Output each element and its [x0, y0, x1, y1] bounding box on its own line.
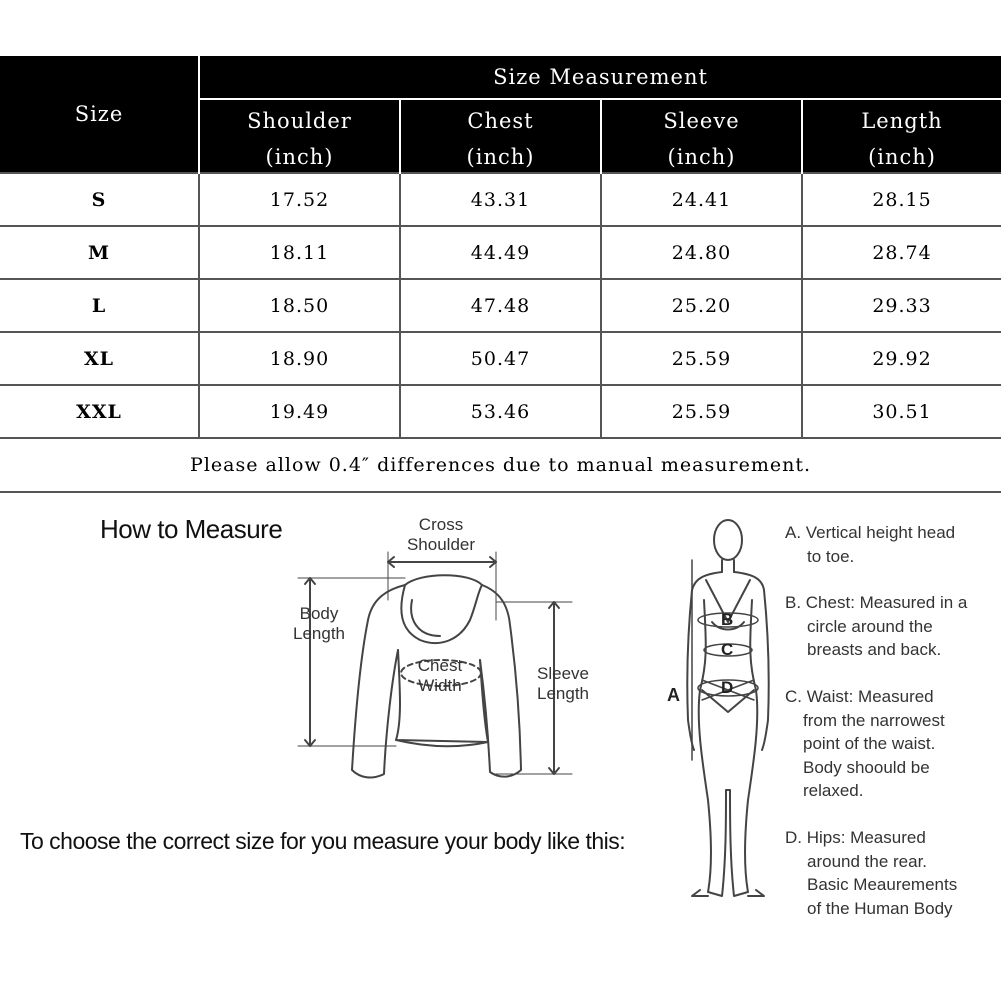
sleeve-unit: (inch) [601, 142, 802, 173]
length-cell: 29.33 [802, 279, 1001, 332]
length-cell: 30.51 [802, 385, 1001, 438]
sleeve-cell: 24.41 [601, 173, 802, 226]
chest-width-label: Chest Width [417, 656, 463, 695]
length-cell: 28.15 [802, 173, 1001, 226]
marker-d: D [721, 678, 734, 697]
sleeve-length-label: Sleeve Length [537, 664, 589, 703]
shoulder-cell: 18.90 [199, 332, 400, 385]
measurement-note: Please allow 0.4″ differences due to manual measurement. [0, 438, 1001, 492]
length-cell: 28.74 [802, 226, 1001, 279]
how-to-measure-title: How to Measure [100, 514, 283, 544]
length-unit: (inch) [802, 142, 1001, 173]
chest-cell: 47.48 [400, 279, 601, 332]
shoulder-unit: (inch) [199, 142, 400, 173]
size-cell: M [0, 226, 199, 279]
size-column-header: Size [0, 56, 199, 173]
marker-c: C [721, 640, 734, 659]
sleeve-cell: 25.59 [601, 385, 802, 438]
size-cell: S [0, 173, 199, 226]
shoulder-cell: 17.52 [199, 173, 400, 226]
sleeve-cell: 25.59 [601, 332, 802, 385]
shoulder-cell: 18.50 [199, 279, 400, 332]
legend-d: D. Hips: Measured around the rear. Basic Meaurements of the Human Body [785, 828, 958, 918]
chest-cell: 50.47 [400, 332, 601, 385]
legend-b: B. Chest: Measured in a circle around the breasts and back. [785, 593, 968, 659]
instruction-text: To choose the correct size for you measure your body like this: [20, 828, 626, 854]
shoulder-cell: 18.11 [199, 226, 400, 279]
shoulder-cell: 19.49 [199, 385, 400, 438]
length-cell: 29.92 [802, 332, 1001, 385]
chest-cell: 53.46 [400, 385, 601, 438]
length-header: Length [802, 99, 1001, 142]
size-cell: XXL [0, 385, 199, 438]
size-cell: L [0, 279, 199, 332]
body-figure [687, 520, 769, 896]
marker-a: A [667, 685, 680, 705]
body-length-label: Body Length [293, 604, 345, 643]
sleeve-cell: 24.80 [601, 226, 802, 279]
marker-b: B [721, 610, 734, 629]
sleeve-header: Sleeve [601, 99, 802, 142]
shoulder-header: Shoulder [199, 99, 400, 142]
legend-c: C. Waist: Measured from the narrowest point of the waist. Body shoould be relaxed. [785, 687, 945, 800]
cross-shoulder-label: Cross Shoulder [406, 515, 476, 554]
sleeve-cell: 25.20 [601, 279, 802, 332]
body-measure-lines [692, 560, 758, 760]
legend-a: A. Vertical height head to toe. [785, 523, 956, 566]
size-measurement-header: Size Measurement [199, 56, 1001, 99]
chest-unit: (inch) [400, 142, 601, 173]
chest-header: Chest [400, 99, 601, 142]
size-cell: XL [0, 332, 199, 385]
chest-cell: 43.31 [400, 173, 601, 226]
chest-cell: 44.49 [400, 226, 601, 279]
